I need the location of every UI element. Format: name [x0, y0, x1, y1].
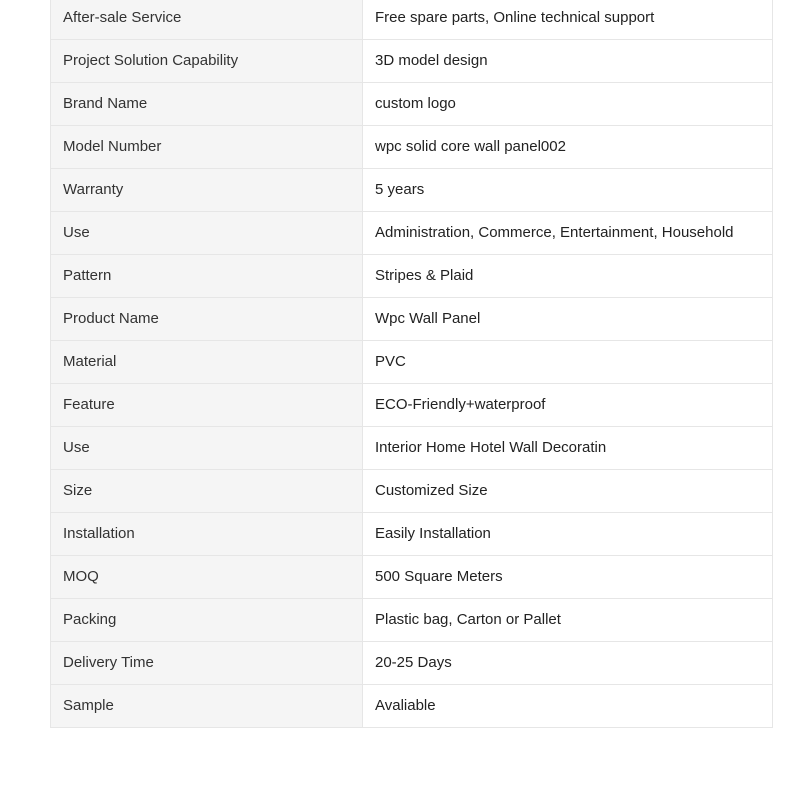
table-row [51, 126, 773, 169]
spec-value: Administration, Commerce, Entertainment, Household [363, 212, 773, 255]
table-row [51, 556, 773, 599]
spec-label: MOQ [51, 556, 363, 599]
spec-value: Customized Size [363, 470, 773, 513]
table-row [51, 513, 773, 556]
table-row [51, 212, 773, 255]
spec-label: Packing [51, 599, 363, 642]
spec-label: Warranty [51, 169, 363, 212]
spec-label: Size [51, 470, 363, 513]
table-row [51, 642, 773, 685]
spec-value: 3D model design [363, 40, 773, 83]
spec-value: Stripes & Plaid [363, 255, 773, 298]
spec-label: Installation [51, 513, 363, 556]
table-row [51, 470, 773, 513]
spec-label: Delivery Time [51, 642, 363, 685]
spec-value: Avaliable [363, 685, 773, 728]
table-row [51, 40, 773, 83]
spec-label: Project Solution Capability [51, 40, 363, 83]
table-row [51, 255, 773, 298]
spec-label: Pattern [51, 255, 363, 298]
spec-label: Use [51, 427, 363, 470]
spec-value: 5 years [363, 169, 773, 212]
spec-label: Product Name [51, 298, 363, 341]
spec-value: Easily Installation [363, 513, 773, 556]
spec-value: Plastic bag, Carton or Pallet [363, 599, 773, 642]
spec-value: custom logo [363, 83, 773, 126]
spec-value: Interior Home Hotel Wall Decoratin [363, 427, 773, 470]
spec-label: After-sale Service [51, 0, 363, 40]
spec-value: 500 Square Meters [363, 556, 773, 599]
spec-value: wpc solid core wall panel002 [363, 126, 773, 169]
table-row [51, 685, 773, 728]
table-row [51, 427, 773, 470]
table-row [51, 83, 773, 126]
spec-label: Material [51, 341, 363, 384]
spec-value: Free spare parts, Online technical support [363, 0, 773, 40]
spec-value: PVC [363, 341, 773, 384]
table-row [51, 341, 773, 384]
spec-label: Brand Name [51, 83, 363, 126]
table-row [51, 599, 773, 642]
table-row [51, 384, 773, 427]
table-row [51, 298, 773, 341]
spec-value: ECO-Friendly+waterproof [363, 384, 773, 427]
product-spec-table [50, 0, 773, 728]
table-row [51, 169, 773, 212]
spec-label: Feature [51, 384, 363, 427]
spec-label: Sample [51, 685, 363, 728]
spec-value: 20-25 Days [363, 642, 773, 685]
spec-label: Model Number [51, 126, 363, 169]
spec-label: Use [51, 212, 363, 255]
table-row [51, 0, 773, 40]
spec-value: Wpc Wall Panel [363, 298, 773, 341]
